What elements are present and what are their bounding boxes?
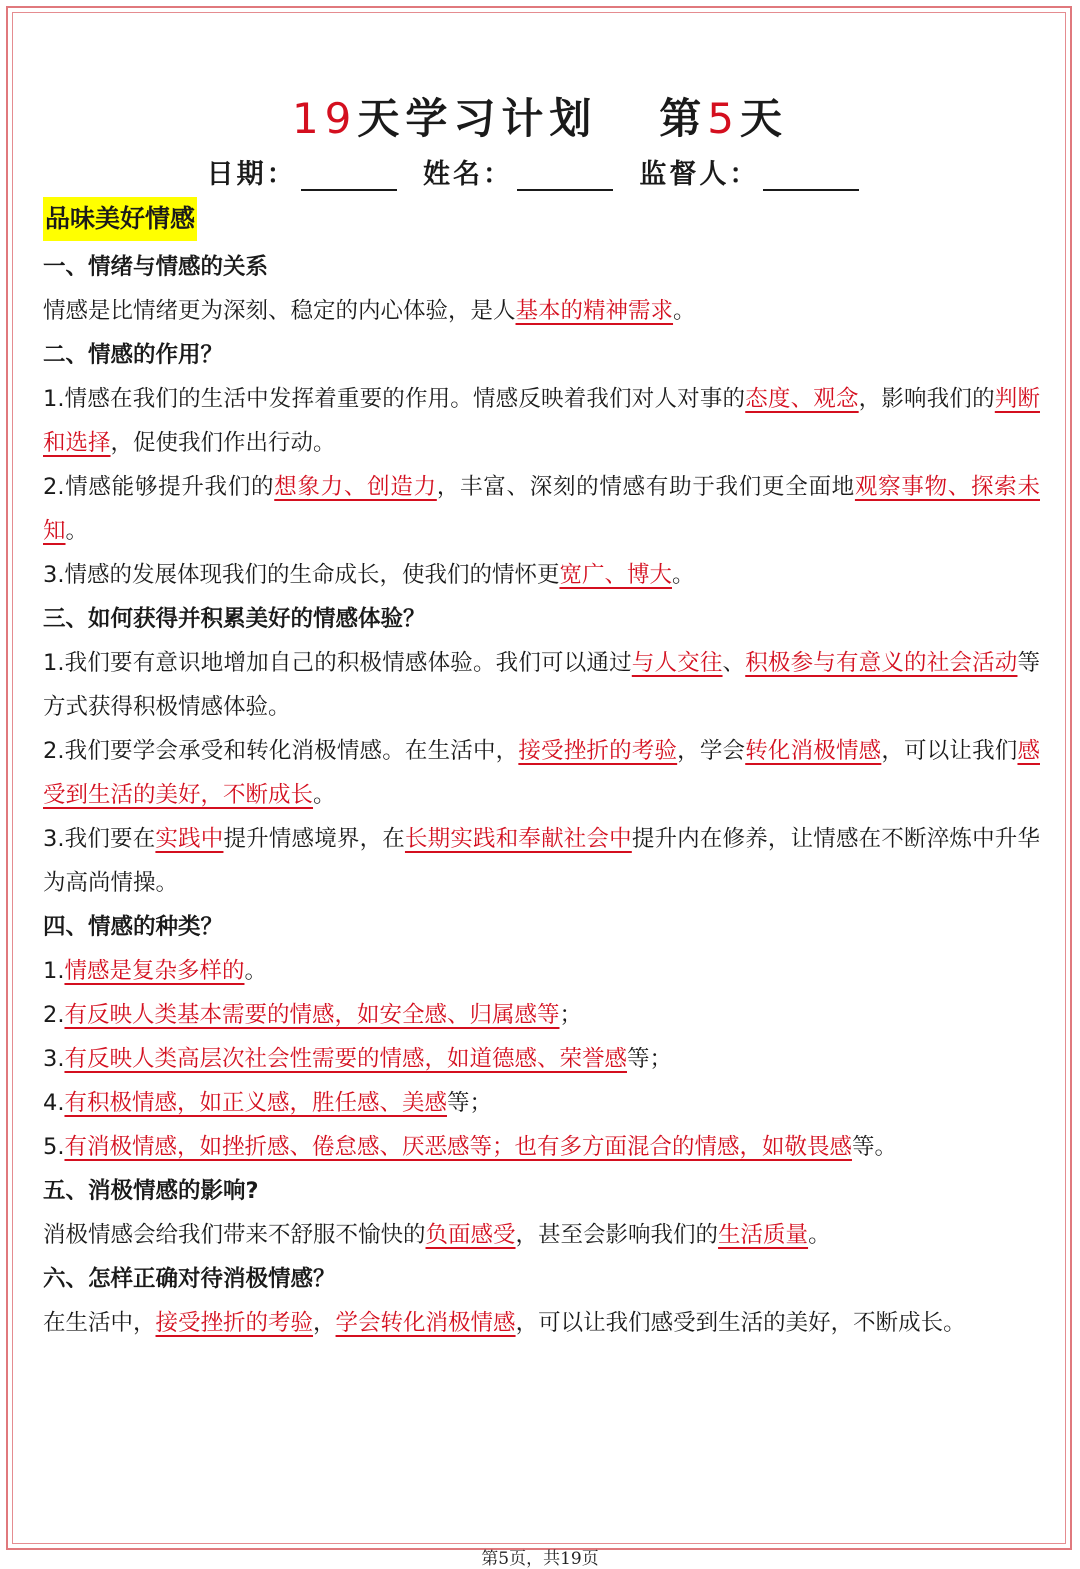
heading-3: 三、如何获得并积累美好的情感体验？ bbox=[43, 606, 426, 632]
key-point: 有积极情感，如正义感，胜任感、美感 bbox=[64, 1090, 447, 1116]
key-point: 态度、观念 bbox=[745, 386, 859, 412]
title-day-suffix: 天 bbox=[740, 94, 789, 143]
key-point: 感受到生活的美好，不断成长 bbox=[43, 738, 1040, 808]
key-point: 转化消极情感 bbox=[745, 738, 882, 764]
key-point: 有消极情感，如挫折感、倦怠感、厌恶感等；也有多方面混合的情感，如敬畏感 bbox=[64, 1134, 852, 1160]
paragraph-3-1 bbox=[43, 641, 1040, 729]
text: 提升情感境界，在 bbox=[223, 826, 405, 852]
text: 1. bbox=[43, 958, 65, 984]
heading-6: 六、怎样正确对待消极情感？ bbox=[43, 1266, 336, 1292]
page-footer: 第5页，共19页 bbox=[481, 1549, 599, 1569]
key-point: 有反映人类高层次社会性需要的情感，如道德感、荣誉感 bbox=[64, 1046, 627, 1072]
name-label: 姓名： bbox=[423, 159, 513, 190]
text: 等； bbox=[446, 1090, 492, 1116]
section-title: 品味美好情感 bbox=[43, 197, 197, 241]
key-point: 积极参与有意义的社会活动 bbox=[745, 650, 1018, 676]
key-point: 长期实践和奉献社会中 bbox=[404, 826, 632, 852]
paragraph-3-2 bbox=[43, 729, 1040, 817]
supervisor-blank bbox=[763, 159, 859, 191]
text: 。 bbox=[244, 958, 267, 984]
key-point: 生活质量 bbox=[718, 1222, 809, 1248]
text: ，甚至会影响我们的 bbox=[515, 1222, 719, 1248]
text: ； bbox=[559, 1002, 582, 1028]
key-point: 有反映人类基本需要的情感，如安全感、归属感等 bbox=[64, 1002, 560, 1028]
text: 等。 bbox=[851, 1134, 897, 1160]
text: ，学会 bbox=[677, 738, 746, 764]
paragraph-2-1 bbox=[43, 377, 1040, 465]
page-title bbox=[0, 86, 1080, 146]
text: 3. bbox=[43, 1046, 65, 1072]
text: 1.我们要有意识地增加自己的积极情感体验。我们可以通过 bbox=[43, 650, 632, 676]
date-label: 日期： bbox=[206, 159, 297, 190]
text: 等方式获得积极情感体验。 bbox=[43, 650, 1040, 720]
key-point: 与人交往 bbox=[631, 650, 723, 676]
text: 2.情感能够提升我们的 bbox=[43, 474, 275, 500]
text: 等； bbox=[626, 1046, 672, 1072]
text: 。 bbox=[671, 562, 695, 588]
text: 1.情感在我们的生活中发挥着重要的作用。情感反映着我们对人对事的 bbox=[43, 386, 746, 412]
text: 2.我们要学会承受和转化消极情感。在生活中， bbox=[43, 738, 519, 764]
text: 3.情感的发展体现我们的生命成长，使我们的情怀更 bbox=[43, 562, 560, 588]
text: 提升内在修养，让情感在不断淬炼中升华为高尚情操。 bbox=[43, 826, 1040, 896]
paragraph-4-3 bbox=[43, 1037, 1040, 1081]
name-blank bbox=[517, 159, 613, 191]
supervisor-label: 监督人： bbox=[639, 159, 760, 190]
paragraph-3-3 bbox=[43, 817, 1040, 905]
text: ，促使我们作出行动。 bbox=[110, 430, 336, 456]
key-point: 宽广、博大 bbox=[559, 562, 672, 588]
text: ，影响我们的 bbox=[858, 386, 995, 412]
paragraph-2-2 bbox=[43, 465, 1040, 553]
key-point: 情感是复杂多样的 bbox=[64, 958, 245, 984]
info-line bbox=[0, 152, 1080, 191]
key-point: 负面感受 bbox=[425, 1222, 516, 1248]
title-number: 19 bbox=[291, 94, 358, 143]
text: ， bbox=[313, 1310, 336, 1336]
document-body bbox=[43, 195, 1040, 1345]
text: 3.我们要在 bbox=[43, 826, 156, 852]
title-text: 天学习计划 bbox=[357, 94, 598, 143]
heading-2: 二、情感的作用？ bbox=[43, 342, 224, 368]
text: ，可以让我们 bbox=[881, 738, 1018, 764]
paragraph-4-1 bbox=[43, 949, 1040, 993]
heading-4: 四、情感的种类？ bbox=[43, 914, 224, 940]
key-point: 接受挫折的考验 bbox=[518, 738, 678, 764]
title-day-number: 5 bbox=[707, 94, 741, 143]
key-point: 判断和选择 bbox=[43, 386, 1040, 456]
key-point: 观察事物、探索未知 bbox=[43, 474, 1040, 544]
text: 。 bbox=[313, 782, 336, 808]
key-point: 想象力、创造力 bbox=[274, 474, 437, 500]
key-point: 实践中 bbox=[155, 826, 224, 852]
paragraph-1 bbox=[43, 289, 1040, 333]
key-point: 学会转化消极情感 bbox=[335, 1310, 516, 1336]
key-point: 接受挫折的考验 bbox=[155, 1310, 314, 1336]
text: 。 bbox=[808, 1222, 831, 1248]
heading-5: 五、消极情感的影响? bbox=[43, 1178, 259, 1204]
text: ，可以让我们感受到生活的美好，不断成长。 bbox=[515, 1310, 966, 1336]
text: 在生活中， bbox=[43, 1310, 156, 1336]
text: ，丰富、深刻的情感有助于我们更全面地 bbox=[436, 474, 855, 500]
paragraph-5 bbox=[43, 1213, 1040, 1257]
text: 消极情感会给我们带来不舒服不愉快的 bbox=[43, 1222, 426, 1248]
key-point: 基本的精神需求 bbox=[515, 298, 674, 324]
paragraph-6 bbox=[43, 1301, 1040, 1345]
text: 情感是比情绪更为深刻、稳定的内心体验，是人 bbox=[43, 298, 516, 324]
date-blank bbox=[301, 159, 397, 191]
paragraph-4-2 bbox=[43, 993, 1040, 1037]
text: 、 bbox=[722, 650, 746, 676]
paragraph-2-3 bbox=[43, 553, 1040, 597]
text: 。 bbox=[673, 298, 696, 324]
paragraph-4-5 bbox=[43, 1125, 1040, 1169]
text: 4. bbox=[43, 1090, 65, 1116]
paragraph-4-4 bbox=[43, 1081, 1040, 1125]
text: 5. bbox=[43, 1134, 65, 1160]
text: 2. bbox=[43, 1002, 65, 1028]
text: 。 bbox=[65, 518, 89, 544]
heading-1: 一、情绪与情感的关系 bbox=[43, 254, 269, 280]
title-day-prefix: 第 bbox=[659, 94, 708, 143]
